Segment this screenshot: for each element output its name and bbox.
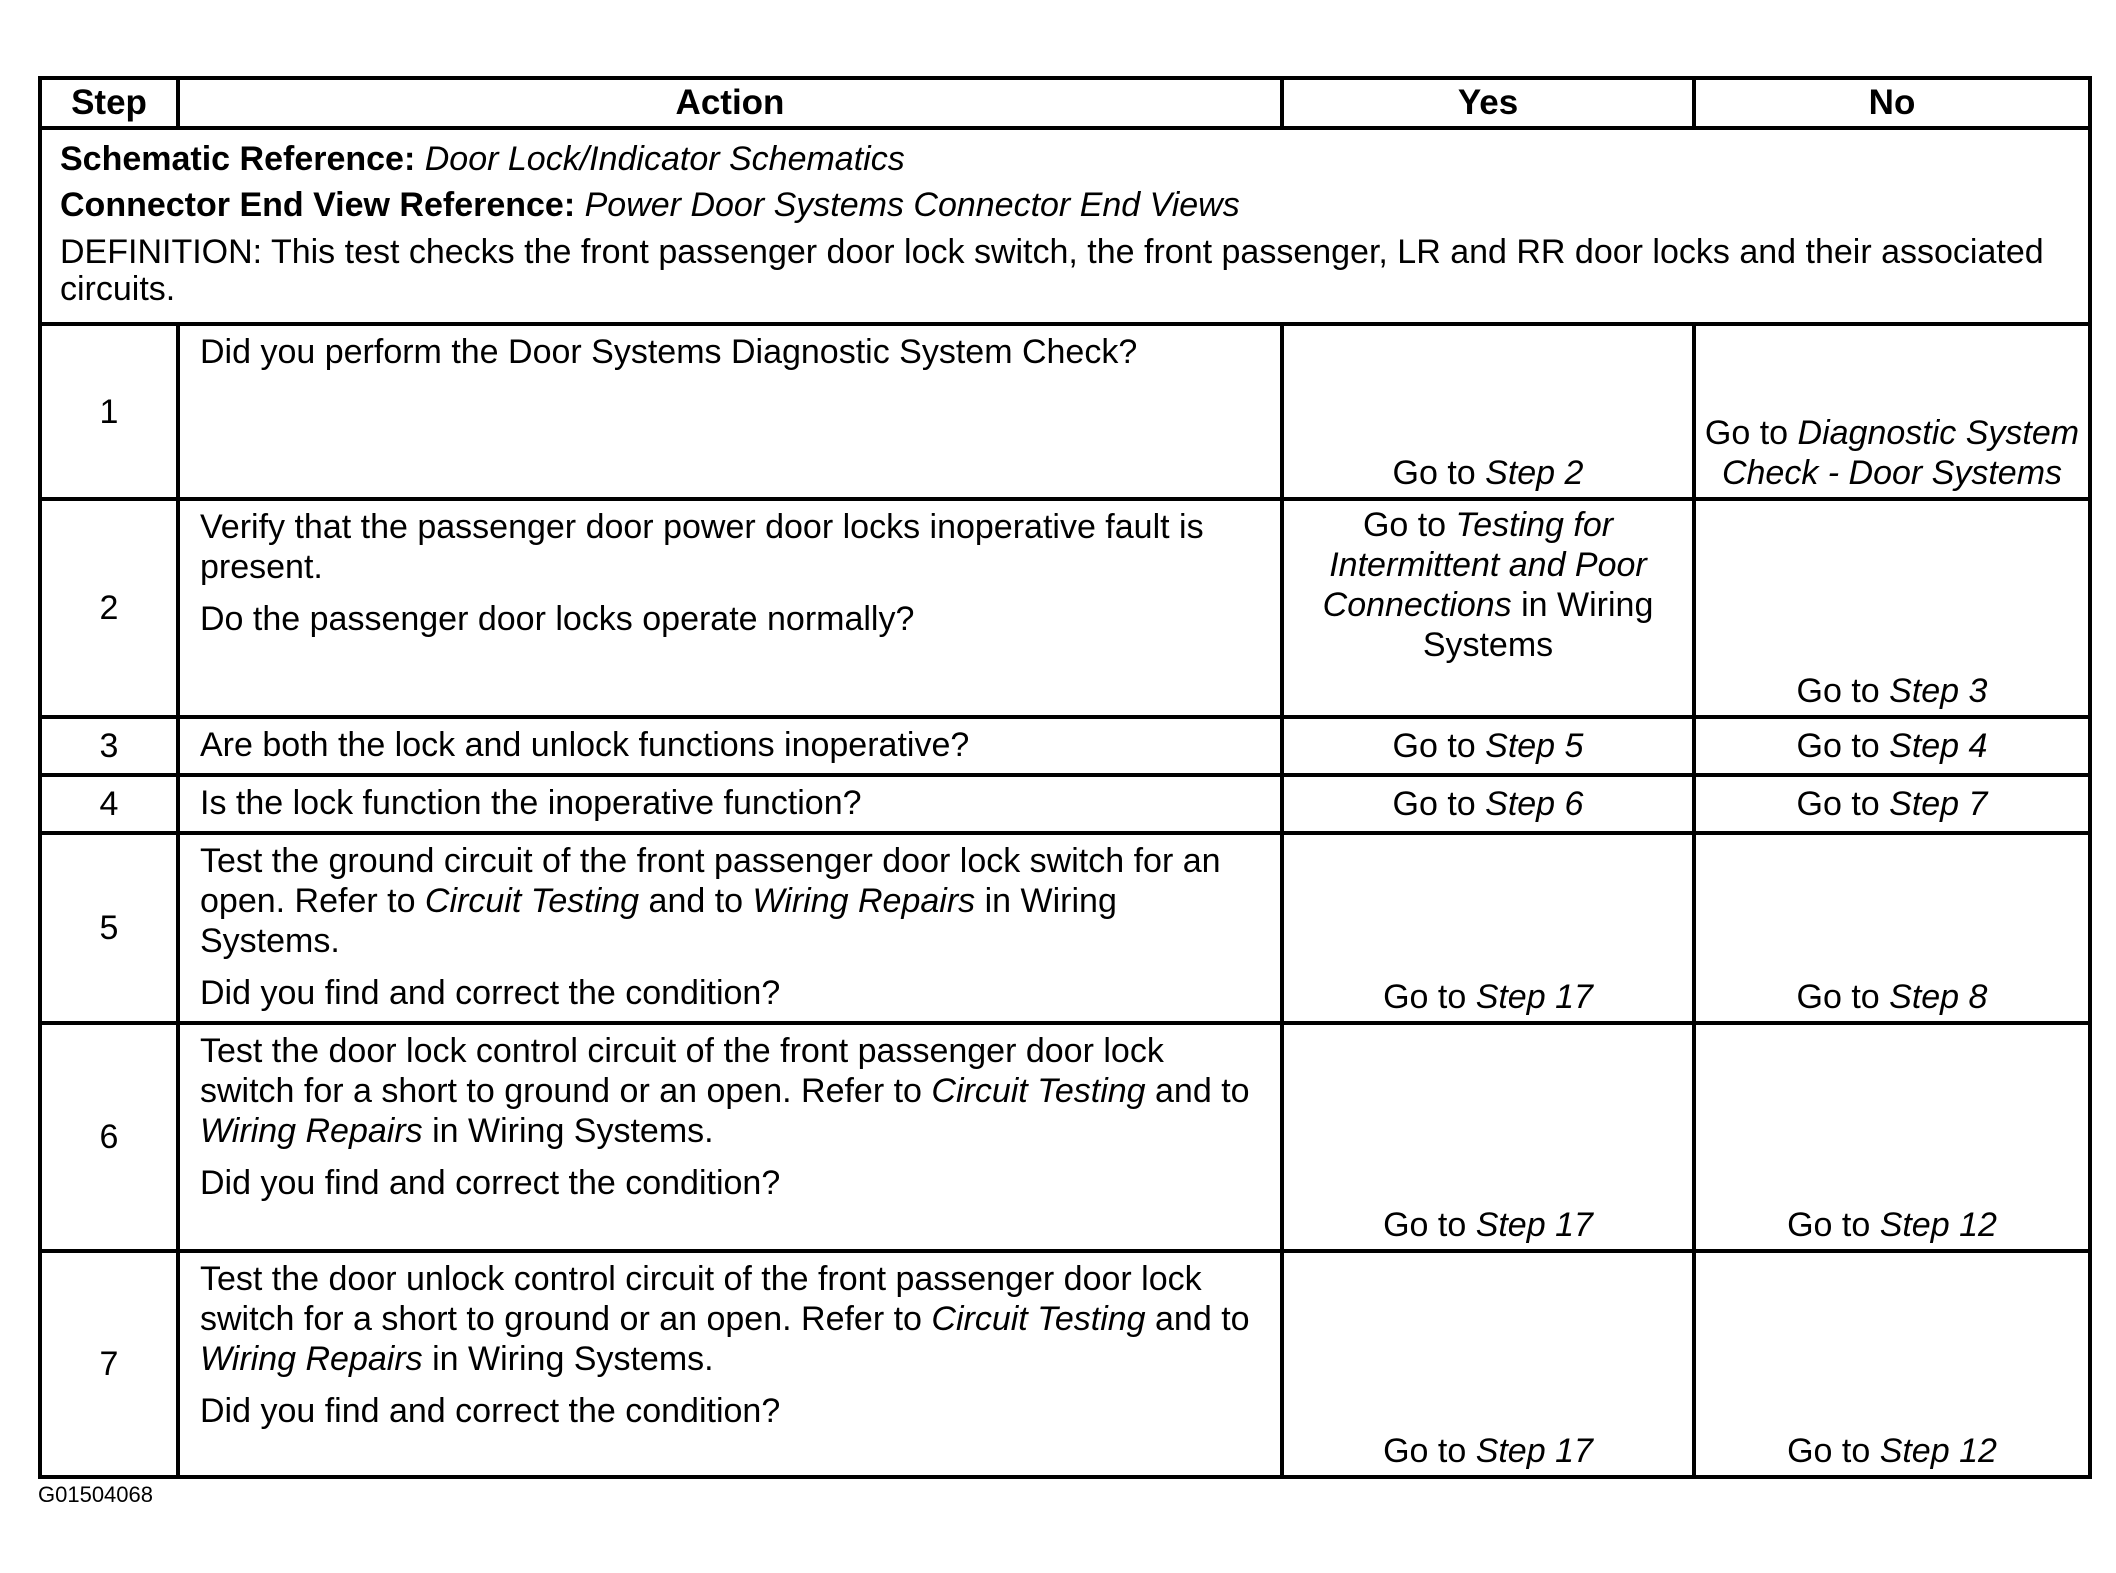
no-result <box>1694 1251 2090 1477</box>
no-target-link[interactable]: Step 12 <box>1879 1206 1997 1244</box>
yes-result <box>1282 499 1694 717</box>
step-row <box>40 717 2090 775</box>
action-text-part: in Wiring Systems. <box>422 1340 714 1378</box>
step-number: 1 <box>40 324 178 499</box>
yes-result <box>1282 717 1694 775</box>
action-text <box>200 332 1260 372</box>
yes-go-to: Go to <box>1392 454 1486 492</box>
no-result <box>1694 775 2090 833</box>
action-text-part: Are both the lock and unlock functions inoperative? <box>200 726 970 764</box>
yes-result <box>1282 1023 1694 1251</box>
header-step: Step <box>40 78 178 128</box>
action-cell <box>178 1251 1282 1477</box>
action-question: Did you find and correct the condition? <box>200 1164 781 1202</box>
action-reference-link[interactable]: Circuit Testing <box>931 1300 1146 1338</box>
yes-target-link[interactable]: Step 17 <box>1475 978 1593 1016</box>
no-go-to: Go to <box>1796 978 1890 1016</box>
step-number: 2 <box>40 499 178 717</box>
yes-target-link[interactable]: Step 2 <box>1485 454 1584 492</box>
action-text-part: in Wiring Systems. <box>422 1112 714 1150</box>
action-reference-link[interactable]: Circuit Testing <box>931 1072 1146 1110</box>
yes-go-to: Go to <box>1383 1206 1476 1244</box>
action-cell <box>178 324 1282 499</box>
action-reference-link[interactable]: Wiring Repairs <box>200 1112 423 1150</box>
no-target-link[interactable]: Diagnostic System Check - Door Systems <box>1721 414 2080 492</box>
action-question: Did you find and correct the condition? <box>200 974 781 1012</box>
step-row <box>40 1023 2090 1251</box>
action-question: Did you find and correct the condition? <box>200 1392 781 1430</box>
action-text-part: and to <box>639 882 753 920</box>
action-cell <box>178 1023 1282 1251</box>
action-text-part: Test the ground circuit of the front passenger door lock switch for an open. Refer to <box>200 842 1221 920</box>
action-reference-link[interactable]: Wiring Repairs <box>200 1340 423 1378</box>
connector-reference-link[interactable]: Power Door Systems Connector End Views <box>584 186 1240 224</box>
yes-target-link[interactable]: Step 5 <box>1485 727 1584 765</box>
no-target-link[interactable]: Step 8 <box>1889 978 1988 1016</box>
action-text <box>200 783 1260 823</box>
action-text-part: Test the door lock control circuit of the front passenger door lock switch for a short to ground or an open. Refer to <box>200 1032 1164 1110</box>
yes-target-link[interactable]: Step 6 <box>1485 785 1584 823</box>
step-row <box>40 499 2090 717</box>
no-target-link[interactable]: Step 7 <box>1889 785 1988 823</box>
step-row <box>40 324 2090 499</box>
yes-result <box>1282 324 1694 499</box>
yes-target-link[interactable]: Step 17 <box>1475 1206 1593 1244</box>
no-result <box>1694 717 2090 775</box>
action-text <box>200 507 1260 587</box>
no-result <box>1694 499 2090 717</box>
step-number: 4 <box>40 775 178 833</box>
step-number: 7 <box>40 1251 178 1477</box>
action-text-part: Verify that the passenger door power door locks inoperative fault is present. <box>200 508 1204 586</box>
schematic-reference-label: Schematic Reference: <box>60 140 416 178</box>
no-result <box>1694 833 2090 1023</box>
action-question: Do the passenger door locks operate normally? <box>200 600 915 638</box>
action-cell <box>178 499 1282 717</box>
no-target-link[interactable]: Step 4 <box>1889 727 1988 765</box>
yes-suffix: in Wiring Systems <box>1422 586 1654 664</box>
header-no: No <box>1694 78 2090 128</box>
step-number: 6 <box>40 1023 178 1251</box>
yes-go-to: Go to <box>1362 506 1456 544</box>
yes-target-link[interactable]: Testing for Intermittent and Poor Connections <box>1322 506 1647 624</box>
action-text-part: Test the door unlock control circuit of the front passenger door lock switch for a short to ground or an open. Refer to <box>200 1260 1202 1338</box>
yes-go-to: Go to <box>1383 978 1476 1016</box>
action-text <box>200 1259 1260 1379</box>
yes-target-link[interactable]: Step 17 <box>1475 1432 1593 1470</box>
action-reference-link[interactable]: Wiring Repairs <box>752 882 976 920</box>
yes-result <box>1282 833 1694 1023</box>
action-text-part: Did you perform the Door Systems Diagnostic System Check? <box>200 333 1138 371</box>
no-target-link[interactable]: Step 3 <box>1889 672 1988 710</box>
action-text-part: in Wiring Systems. <box>200 882 1117 960</box>
no-go-to: Go to <box>1787 1432 1880 1470</box>
reference-row <box>40 128 2090 324</box>
no-go-to: Go to <box>1787 1206 1880 1244</box>
no-go-to: Go to <box>1796 672 1890 710</box>
yes-go-to: Go to <box>1392 785 1486 823</box>
no-go-to: Go to <box>1796 727 1890 765</box>
diagnostic-table <box>38 76 2092 1479</box>
reference-cell <box>40 128 2090 324</box>
schematic-reference <box>60 138 2070 180</box>
action-text-part: and to <box>1145 1300 1250 1338</box>
step-row <box>40 1251 2090 1477</box>
definition-text: DEFINITION: This test checks the front passenger door lock switch, the front passenger, LR and RR door locks and their associated circuits. <box>60 233 2044 308</box>
header-action: Action <box>178 78 1282 128</box>
step-row <box>40 775 2090 833</box>
yes-result <box>1282 1251 1694 1477</box>
no-go-to: Go to <box>1796 785 1890 823</box>
schematic-reference-link[interactable]: Door Lock/Indicator Schematics <box>424 140 905 178</box>
action-text <box>200 841 1260 961</box>
step-number: 3 <box>40 717 178 775</box>
no-result <box>1694 1023 2090 1251</box>
step-row <box>40 833 2090 1023</box>
action-text-part: Is the lock function the inoperative function? <box>200 784 862 822</box>
action-cell <box>178 775 1282 833</box>
step-number: 5 <box>40 833 178 1023</box>
header-yes: Yes <box>1282 78 1694 128</box>
figure-id: G01504068 <box>38 1482 153 1507</box>
action-text-part: and to <box>1145 1072 1250 1110</box>
connector-reference <box>60 184 2070 226</box>
no-result <box>1694 324 2090 499</box>
yes-result <box>1282 775 1694 833</box>
yes-go-to: Go to <box>1383 1432 1476 1470</box>
no-target-link[interactable]: Step 12 <box>1879 1432 1997 1470</box>
action-cell <box>178 717 1282 775</box>
connector-reference-label: Connector End View Reference: <box>60 186 576 224</box>
action-text <box>200 725 1260 765</box>
no-go-to: Go to <box>1704 414 1798 452</box>
action-cell <box>178 833 1282 1023</box>
yes-go-to: Go to <box>1392 727 1486 765</box>
action-text <box>200 1031 1260 1151</box>
header-row <box>40 78 2090 128</box>
action-reference-link[interactable]: Circuit Testing <box>424 882 640 920</box>
